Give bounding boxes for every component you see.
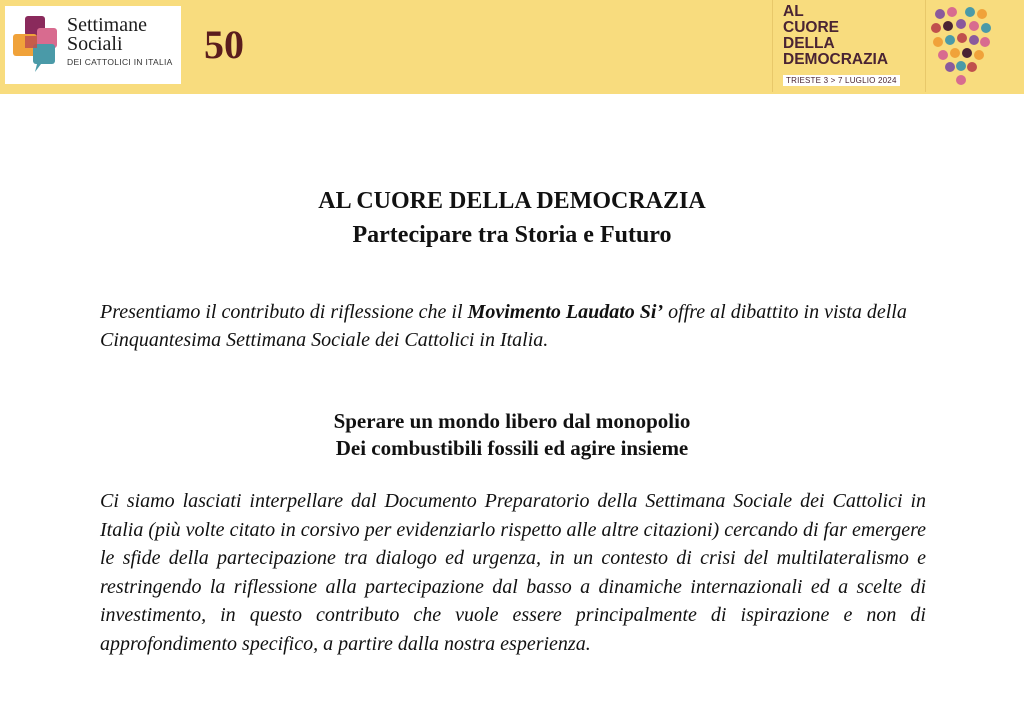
movement-name: Movimento Laudato Si’ xyxy=(467,301,664,323)
document-title: AL CUORE DELLA DEMOCRAZIA xyxy=(318,188,706,214)
section-title-line2: Dei combustibili fossili ed agire insieme xyxy=(335,436,689,460)
event-title-line: DEMOCRAZIA xyxy=(783,51,889,68)
event-title-line: DELLA xyxy=(783,35,835,52)
event-logo xyxy=(772,0,926,92)
logo-line2: Sociali xyxy=(67,33,123,55)
logo-wordmark xyxy=(67,16,173,67)
event-dates: TRIESTE 3 > 7 LUGLIO 2024 xyxy=(783,75,900,86)
event-title-line: AL xyxy=(783,3,804,20)
event-title-line: CUORE xyxy=(783,19,839,36)
header-banner xyxy=(0,0,1024,94)
edition-number: 50 xyxy=(204,22,244,67)
intro-text-continued: offre al dibattito in vista della Cinquantesima Settimana Sociale dei Cattolici in Italia. xyxy=(100,301,907,351)
fiftieth-edition-badge xyxy=(204,22,256,68)
speech-bubbles-icon xyxy=(11,14,63,76)
event-title xyxy=(783,4,888,68)
settimane-sociali-logo xyxy=(5,6,181,84)
document-subtitle: Partecipare tra Storia e Futuro xyxy=(352,222,672,248)
intro-text: Presentiamo il contributo di riflessione che il xyxy=(100,301,468,323)
heart-people-icon xyxy=(930,4,992,90)
section-title-line1: Sperare un mondo libero dal monopolio xyxy=(333,409,691,433)
logo-line1: Settimane xyxy=(67,14,147,36)
body-paragraph: Ci siamo lasciati interpellare dal Documento Preparatorio della Settimana Sociale dei Cattolici in Italia (più volte citato in corsivo per evidenziarlo rispetto alle altre citazioni) cercando di far emergere le sfide della partecipazione tra dialogo ed urgenza, in un contesto di crisi del multilateralismo e restringendo la riflessione alla partecipazione dal basso a dinamiche internazionali ed a scelte di investimento, in questo contributo che vuole essere principalmente di ispirazione e non di approfondimento specifico, a partire dalla nostra esperienza. xyxy=(100,490,926,655)
logo-tagline: DEI CATTOLICI IN ITALIA xyxy=(67,57,173,67)
intro-paragraph xyxy=(100,298,940,354)
